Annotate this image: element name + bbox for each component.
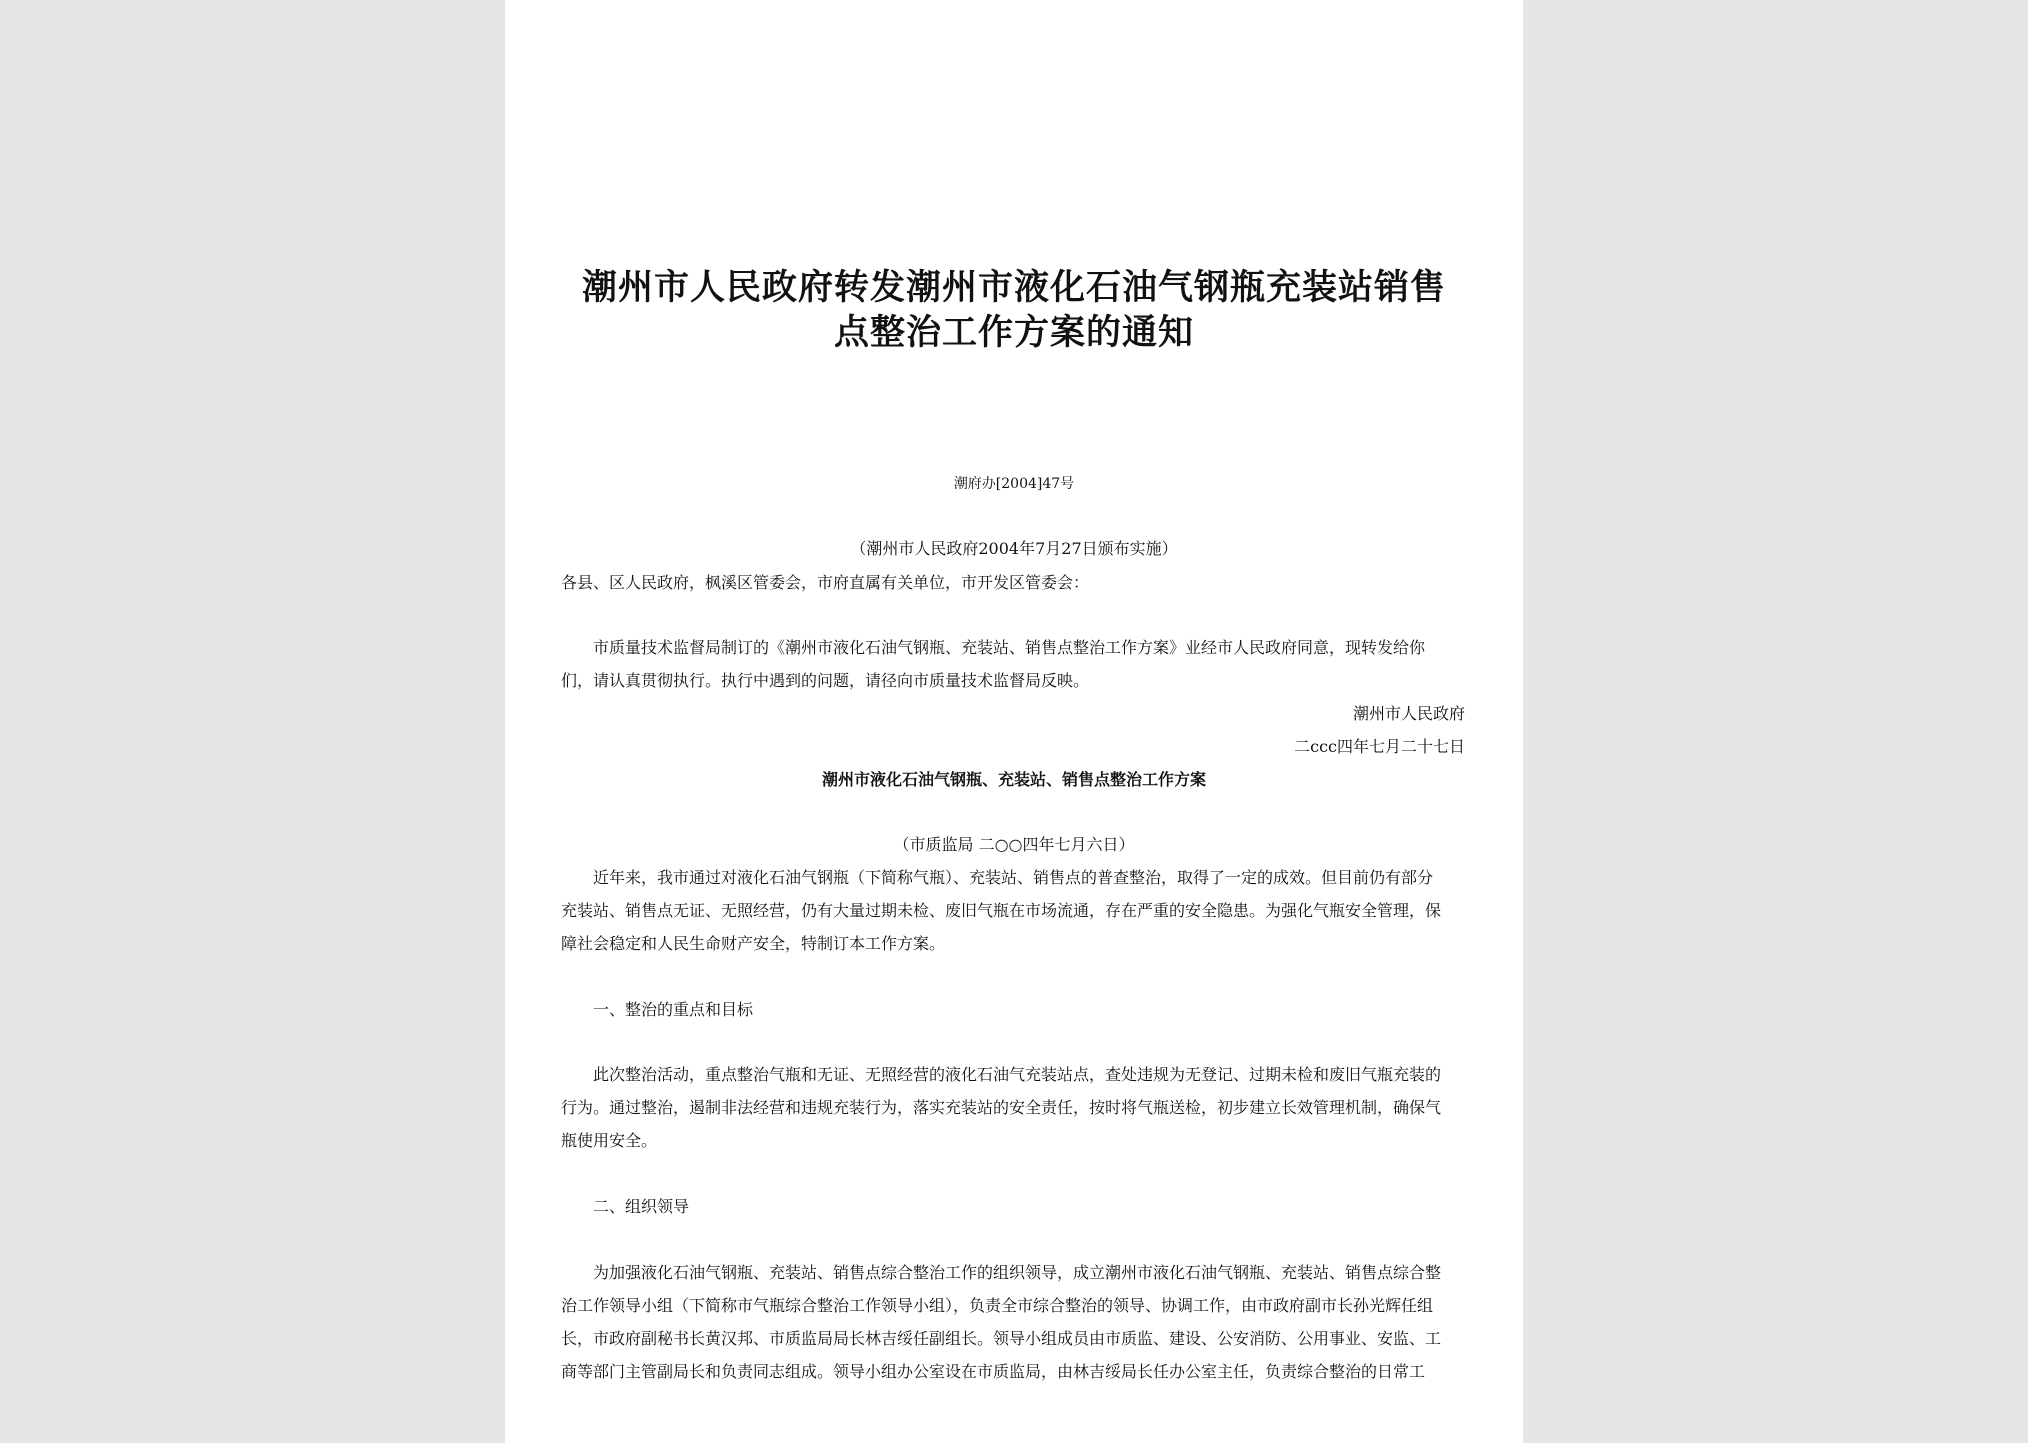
paragraph-line: 商等部门主管副局长和负责同志组成。领导小组办公室设在市质监局，由林吉绥局长任办公室主任，负责综合整治的日常工 [561, 1362, 1426, 1381]
document-page [505, 0, 1523, 1443]
paragraph-line: 近年来，我市通过对液化石油气钢瓶（下简称气瓶）、充装站、销售点的普查整治，取得了一定的成效。但目前仍有部分 [593, 868, 1434, 887]
section-heading: 二、组织领导 [593, 1197, 690, 1216]
issue-note: （潮州市人民政府2004年7月27日颁布实施） [850, 539, 1178, 558]
paragraph-line: 治工作领导小组（下简称市气瓶综合整治工作领导小组），负责全市综合整治的领导、协调工作，由市政府副市长孙光辉任组 [561, 1296, 1434, 1315]
paragraph-line: 瓶使用安全。 [561, 1131, 658, 1150]
plan-issuer: （市质监局 二○○四年七月六日） [893, 835, 1135, 854]
section-heading: 一、整治的重点和目标 [593, 1000, 754, 1019]
document-title-line-2: 点整治工作方案的通知 [833, 312, 1194, 353]
paragraph-line: 行为。通过整治，遏制非法经营和违规充装行为，落实充装站的安全责任，按时将气瓶送检，初步建立长效管理机制，确保气 [561, 1098, 1442, 1117]
paragraph-line: 充装站、销售点无证、无照经营，仍有大量过期未检、废旧气瓶在市场流通，存在严重的安全隐患。为强化气瓶安全管理，保 [561, 901, 1442, 920]
signature-organization: 潮州市人民政府 [1352, 704, 1465, 723]
intro-paragraph-line: 市质量技术监督局制订的《潮州市液化石油气钢瓶、充装站、销售点整治工作方案》业经市人民政府同意，现转发给你 [593, 638, 1426, 657]
paragraph-line: 长，市政府副秘书长黄汉邦、市质监局局长林吉绥任副组长。领导小组成员由市质监、建设、公安消防、公用事业、安监、工 [561, 1329, 1442, 1348]
plan-title: 潮州市液化石油气钢瓶、充装站、销售点整治工作方案 [821, 770, 1206, 789]
paragraph-line: 障社会稳定和人民生命财产安全，特制订本工作方案。 [561, 934, 946, 953]
document-number: 潮府办[2004]47号 [953, 476, 1075, 492]
document-title-line-1: 潮州市人民政府转发潮州市液化石油气钢瓶充装站销售 [581, 267, 1446, 308]
recipients: 各县、区人民政府，枫溪区管委会，市府直属有关单位，市开发区管委会： [561, 573, 1090, 592]
signature-date: 二ccc四年七月二十七日 [1294, 737, 1465, 756]
paragraph-line: 为加强液化石油气钢瓶、充装站、销售点综合整治工作的组织领导，成立潮州市液化石油气钢瓶、充装站、销售点综合整 [593, 1263, 1442, 1282]
intro-paragraph-line: 们，请认真贯彻执行。执行中遇到的问题，请径向市质量技术监督局反映。 [561, 671, 1090, 690]
paragraph-line: 此次整治活动，重点整治气瓶和无证、无照经营的液化石油气充装站点，查处违规为无登记、过期未检和废旧气瓶充装的 [593, 1065, 1442, 1084]
